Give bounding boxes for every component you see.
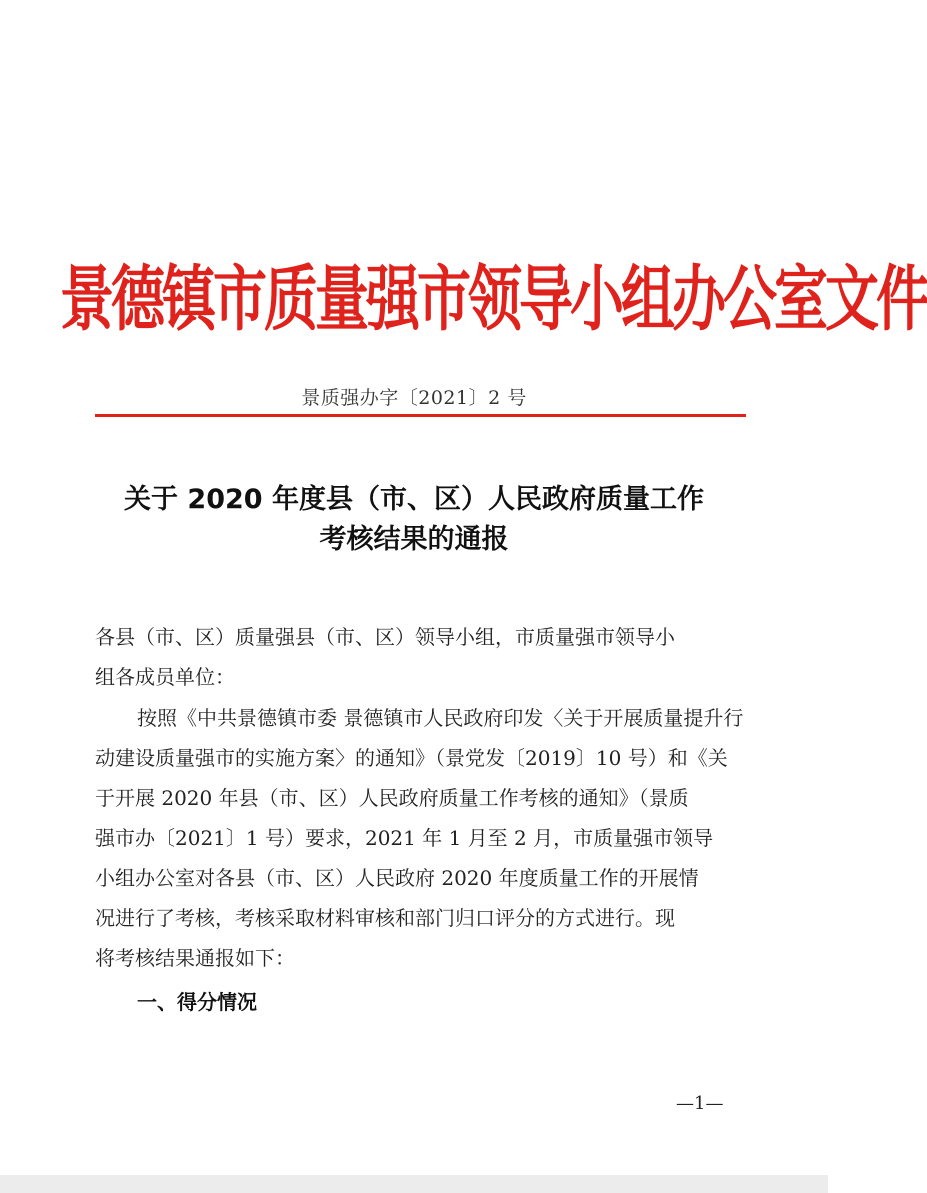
- body-line: 按照《中共景德镇市委 景德镇市人民政府印发〈关于开展质量提升行: [137, 706, 744, 730]
- section-heading-scores: 一、得分情况: [137, 990, 257, 1014]
- header-divider: [95, 414, 746, 417]
- notice-title-line-1: 关于 2020 年度县（市、区）人民政府质量工作: [124, 484, 704, 515]
- body-line: 小组办公室对各县（市、区）人民政府 2020 年度质量工作的开展情: [95, 866, 699, 890]
- document-number: 景质强办字〔2021〕2 号: [301, 387, 527, 409]
- document-header-title: 景德镇市质量强市领导小组办公室文件: [60, 257, 927, 341]
- body-line: 强市办〔2021〕1 号）要求，2021 年 1 月至 2 月，市质量强市领导: [95, 826, 714, 850]
- body-line: 动建设质量强市的实施方案〉的通知》（景党发〔2019〕10 号）和《关: [95, 746, 728, 770]
- body-line: 将考核结果通报如下：: [95, 946, 295, 970]
- notice-title-line-2: 考核结果的通报: [319, 524, 509, 555]
- body-line: 况进行了考核，考核采取材料审核和部门归口评分的方式进行。现: [95, 906, 675, 930]
- body-line: 各县（市、区）质量强县（市、区）领导小组，市质量强市领导小: [95, 625, 675, 649]
- body-line: 于开展 2020 年县（市、区）人民政府质量工作考核的通知》（景质: [95, 786, 689, 810]
- body-line: 组各成员单位：: [95, 665, 235, 689]
- bottom-strip: [0, 1175, 828, 1193]
- page-number: —1—: [676, 1093, 724, 1114]
